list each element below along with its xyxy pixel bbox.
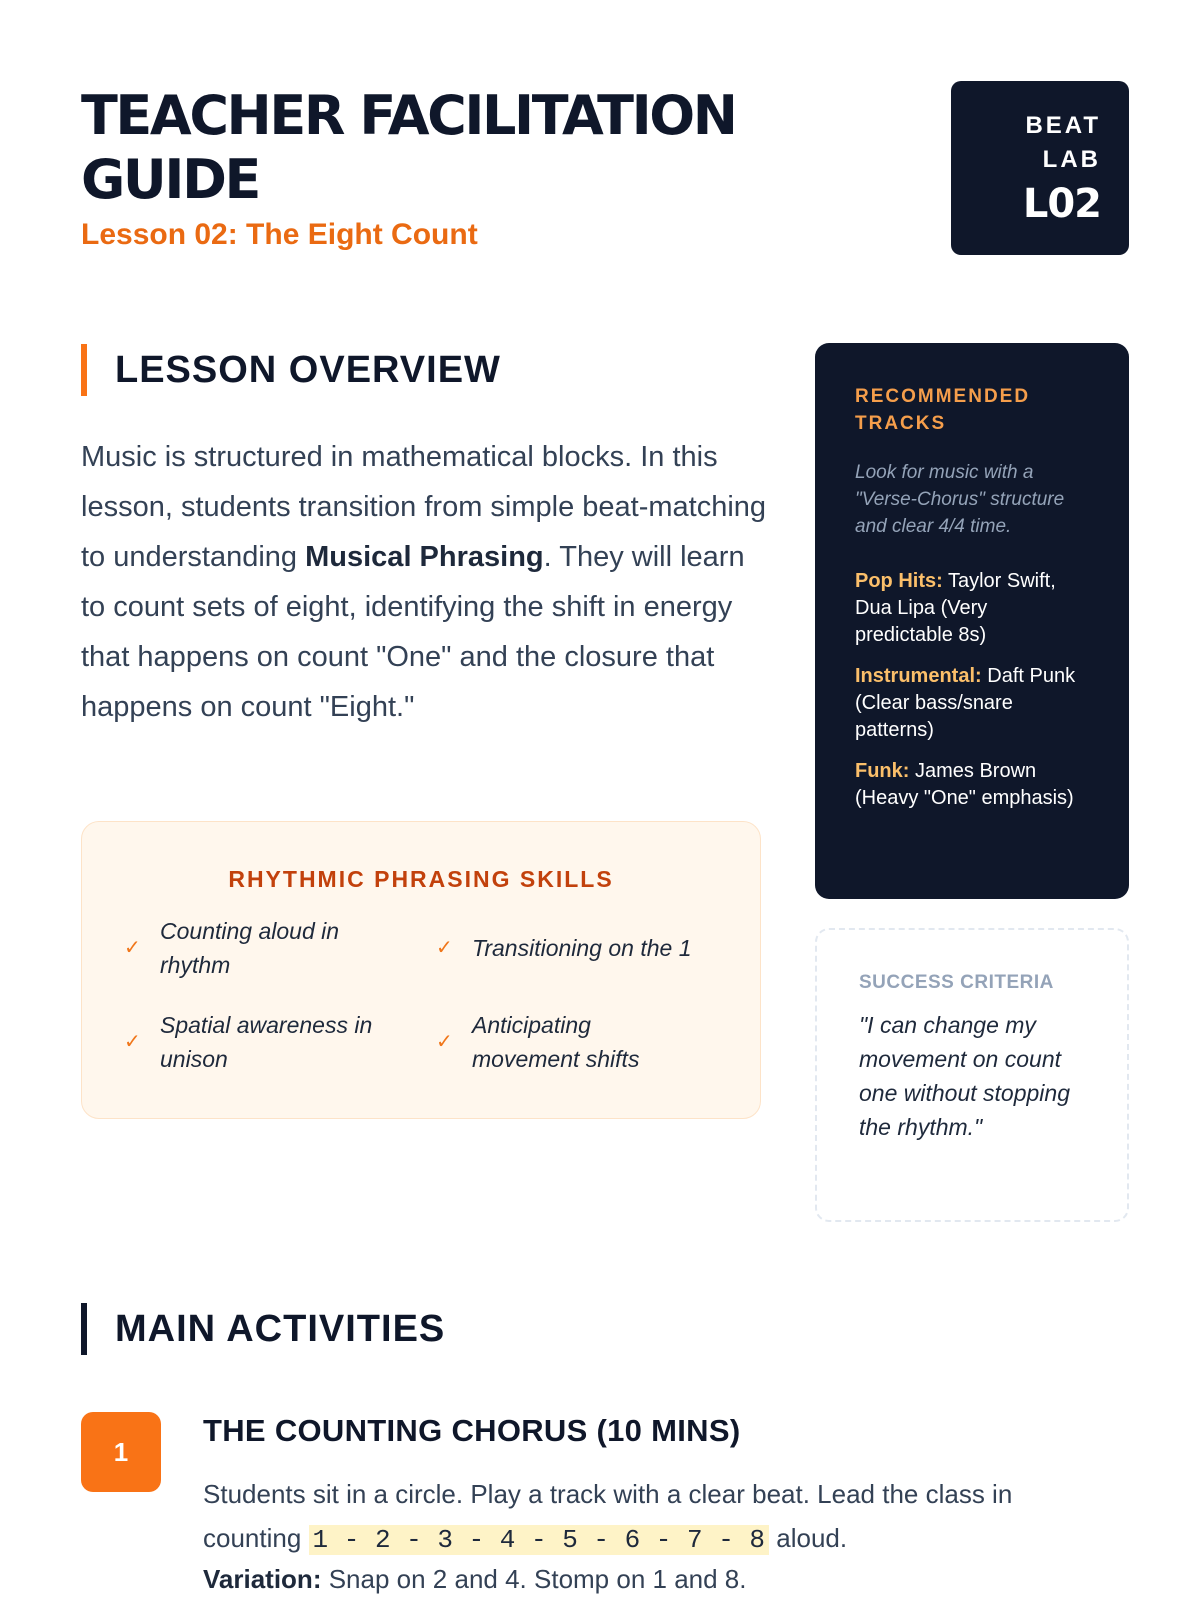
lesson-badge <box>951 81 1129 255</box>
success-criteria-card <box>815 928 1129 1222</box>
skill-item <box>432 931 732 965</box>
track-item <box>855 568 1089 649</box>
variation-label: Variation: <box>203 1564 322 1594</box>
tracks-list <box>855 568 1089 812</box>
skill-label: Counting aloud in rhythm <box>160 918 340 978</box>
step-variation <box>203 1564 746 1595</box>
step-description <box>203 1472 1103 1562</box>
tracks-note: Look for music with a "Verse-Chorus" structure and clear 4/4 time. <box>855 462 1065 537</box>
track-item <box>855 663 1089 744</box>
page-header <box>81 84 861 252</box>
check-icon: ✓ <box>124 1031 141 1053</box>
track-genre: Funk: <box>855 760 910 782</box>
badge-code: L02 <box>1022 181 1101 227</box>
tracks-title: RECOMMENDED TRACKS <box>855 386 1031 434</box>
skill-label: Spatial awareness in unison <box>160 1012 373 1072</box>
skill-item <box>120 914 390 982</box>
skill-label: Transitioning on the 1 <box>472 935 692 961</box>
track-desc: James Brown (Heavy "One" emphasis) <box>855 760 1074 809</box>
skills-card <box>81 821 761 1119</box>
step-text-start: Students sit in a circle. Play a track with a clear beat. Lead the class in counting <box>203 1479 1013 1553</box>
badge-line-beat: BEAT <box>1025 112 1101 139</box>
step-number-badge: 1 <box>81 1412 161 1492</box>
skill-item <box>120 1008 390 1076</box>
overview-text-end: . They will learn to count sets of eight, identifying the shift in energy that happens on count "One" and the closure that happens on count "Eight." <box>81 541 745 723</box>
badge-line-lab: LAB <box>1042 146 1101 173</box>
track-desc: Taylor Swift, Dua Lipa (Very predictable 8s) <box>855 570 1056 646</box>
track-genre: Pop Hits: <box>855 570 943 592</box>
skill-label: Anticipating movement shifts <box>472 1012 640 1072</box>
lesson-overview-title: LESSON OVERVIEW <box>115 349 501 391</box>
overview-paragraph <box>81 432 771 732</box>
main-activities-heading <box>81 1303 445 1355</box>
check-icon: ✓ <box>436 937 453 959</box>
track-item <box>855 758 1089 812</box>
criteria-title: SUCCESS CRITERIA <box>859 972 1054 993</box>
heading-accent-bar <box>81 1303 87 1355</box>
check-icon: ✓ <box>124 937 141 959</box>
recommended-tracks-card <box>815 343 1129 899</box>
step-text-end: aloud. <box>776 1523 848 1553</box>
step-title: THE COUNTING CHORUS (10 MINS) <box>203 1413 741 1448</box>
track-desc: Daft Punk (Clear bass/snare patterns) <box>855 665 1076 741</box>
count-sequence: 1 - 2 - 3 - 4 - 5 - 6 - 7 - 8 <box>309 1525 769 1555</box>
check-icon: ✓ <box>436 1031 453 1053</box>
page-title: TEACHER FACILITATION GUIDE <box>81 84 736 211</box>
lesson-overview-heading <box>81 344 501 396</box>
skills-title: RHYTHMIC PHRASING SKILLS <box>228 866 614 892</box>
criteria-quote: "I can change my movement on count one without stopping the rhythm." <box>859 1012 1070 1140</box>
overview-text-bold: Musical Phrasing <box>305 541 544 573</box>
heading-accent-bar <box>81 344 87 396</box>
track-genre: Instrumental: <box>855 665 982 687</box>
main-activities-title: MAIN ACTIVITIES <box>115 1308 446 1350</box>
lesson-subtitle: Lesson 02: The Eight Count <box>81 218 478 251</box>
skill-item <box>432 1008 702 1076</box>
overview-text-start: Music is structured in mathematical blocks. In this lesson, students transition from simple beat-matching to understanding <box>81 441 767 573</box>
variation-text: Snap on 2 and 4. Stomp on 1 and 8. <box>328 1564 747 1594</box>
